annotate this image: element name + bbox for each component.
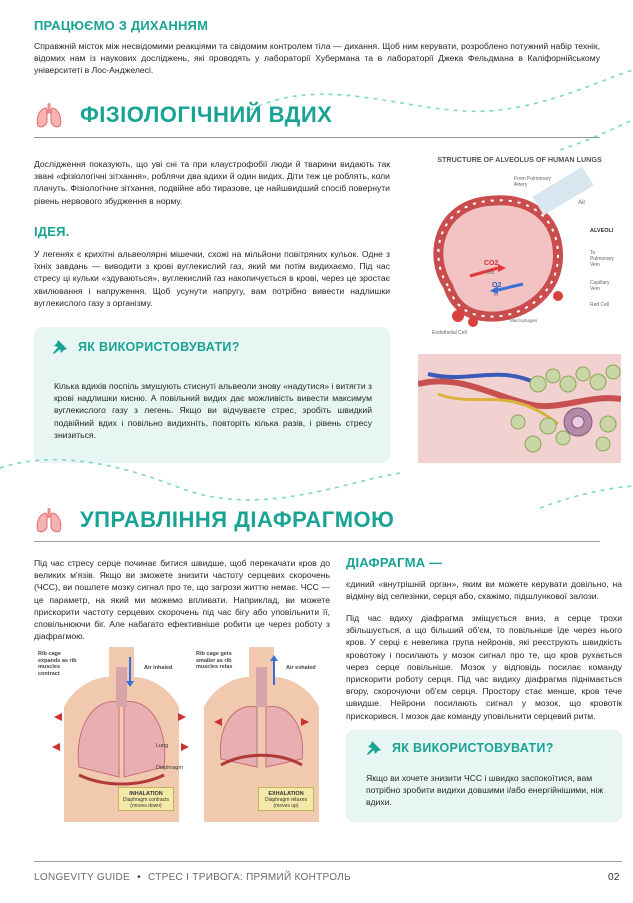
- label-capillary: Capillary Vein: [590, 280, 610, 292]
- section2-card-text: Якщо ви хочете знизити ЧСС і швидко заспокоїтися, вам потрібно зробити видихи довшими і/або енергійнішими, ніж вдихи.: [366, 773, 604, 808]
- exhalation-box: [258, 787, 314, 811]
- section1-card: [34, 327, 390, 463]
- inhalation-title: INHALATION: [129, 791, 163, 797]
- label-macrophages: Macrophages: [510, 318, 538, 323]
- inhalation-box: [118, 787, 174, 811]
- section1-card-title: ЯК ВИКОРИСТОВУВАТИ?: [78, 340, 240, 354]
- idea-text: У легенях є крихітні альвеолярні мішечки, схожі на мільйони повітряних кульок. Одне з їхніх завдань — виводити з крові вуглекислий газ, який ми потім видихаємо. Під час стресу ці кульки «здуваються», вуглекислий газ накопичується в крові, через це зростає хвилювання і напруження. Щоб усунути напругу, вам потрібно вивести надлишки вуглекислого газу з організму.: [34, 249, 390, 308]
- section1-title: ФІЗІОЛОГІЧНИЙ ВДИХ: [80, 102, 333, 127]
- footer-left: [34, 872, 351, 883]
- section2-title: УПРАВЛІННЯ ДІАФРАГМОЮ: [80, 507, 395, 532]
- section2-card: [346, 730, 622, 822]
- label-alveoli: ALVEOLI: [590, 228, 614, 234]
- footer-section: СТРЕС І ТРИВОГА: ПРЯМИЙ КОНТРОЛЬ: [148, 872, 351, 883]
- label-ribcage-expands: Rib cage expands as rib muscles contract: [38, 651, 77, 677]
- section1-text: Дослідження показують, що уві сні та при клаустрофобії люди й тварини видають так звані «фізіологічні зітхання», роблячи два вдихи й один видих. Діти теж це роблять, коли плачуть. Фізіологічне зітхання, подвійне або тиразове, це найшвидший спосіб повернути рівень нервового збудження в норму.: [34, 159, 390, 206]
- footer-rule: [34, 861, 622, 862]
- footer-guide: LONGEVITY GUIDE: [34, 872, 131, 883]
- section2-card-title: ЯК ВИКОРИСТОВУВАТИ?: [392, 741, 554, 755]
- label-from-artery: From Pulmonary Artery: [514, 176, 551, 188]
- section2-text: Під час стресу серце починає битися швидше, щоб перекачати кров до великих м'язів. Якщо ви зможете знизити частоту серцевих скорочень (ЧСС), ви пошлете мозку сигнал про те, що загрози життю немає. ЧСС — це параметр, на який ми можемо впливати. Наприклад, ви можете прискорити частоту серцевих скорочень під час бігу або уповільнити її, сповільнюючи біг. Але набагато ефективніше робити це через роботу з діафрагмою.: [34, 558, 330, 642]
- label-co2: CO2: [484, 260, 499, 267]
- diaphragm-heading: ДІАФРАГМА —: [346, 555, 443, 570]
- exhalation-title: EXHALATION: [268, 791, 304, 797]
- label-to-vein: To Pulmonary Vein: [590, 250, 614, 268]
- pin-icon-2: [366, 740, 382, 756]
- intro-heading: ПРАЦЮЄМО З ДИХАННЯМ: [34, 18, 209, 33]
- exhalation-sub: Diaphragm relaxes (moves up): [265, 797, 307, 809]
- label-out: Out: [486, 270, 495, 276]
- section1-rule: [34, 137, 600, 138]
- alveolus-title: STRUCTURE OF ALVEOLUS OF HUMAN LUNGS: [437, 155, 602, 164]
- idea-heading: ІДЕЯ.: [34, 224, 70, 239]
- pin-icon: [52, 339, 68, 355]
- lungs-icon-2: [34, 505, 64, 535]
- label-lung: Lung: [156, 743, 169, 749]
- label-red-cell: Red Cell: [590, 302, 610, 308]
- intro-text: Справжній місток між несвідомими реакціями та свідомим контролем тіла — дихання. Щоб ним керувати, розроблено потужний набір технік, відомих нам із наукових досліджень, які проводять у лабораторії Хубермана та в лабораторії Джека Фельдмана в Каліфорнійському університеті в Лос-Анджелесі.: [34, 41, 600, 76]
- label-diaphragm: Diaphragm: [156, 765, 183, 771]
- label-ribcage-smaller: Rib cage gets smaller as rib muscles relax: [196, 651, 233, 670]
- label-air-exhaled: Air exhaled: [286, 665, 316, 671]
- breathing-figure: [34, 647, 330, 822]
- diaphragm-text-1: єдиний «внутрішній орган», яким ви можете керувати довільно, на відміну від селезінки, серця або, скажімо, підшлункової залози.: [346, 579, 622, 602]
- section2-rule: [34, 541, 600, 542]
- label-endothelial: Endothelial Cell: [432, 330, 467, 336]
- footer-bullet: •: [137, 872, 141, 883]
- label-air-inhaled: Air inhaled: [144, 665, 173, 671]
- label-in: In: [494, 292, 499, 298]
- lungs-icon: [34, 100, 64, 130]
- page-number: 02: [608, 872, 620, 883]
- label-air: Air: [578, 200, 586, 206]
- label-o2: O2: [492, 282, 502, 289]
- lung-tissue-illustration: [418, 354, 621, 463]
- section1-card-text: Кілька вдихів поспіль змушують стиснуті альвеоли знову «надутися» і витягти з крові надлишки кисню. А повільний видих дає можливість вивести максимум вуглекислого газу з легень. Якщо ви відчуваєте стрес, зробіть швидкий подвійний вдих і повільно видихніть, повторіть кілька разів, і рівень стресу знизиться.: [54, 381, 372, 440]
- inhalation-sub: Diaphragm contracts (moves down): [122, 797, 170, 809]
- diaphragm-text-2: Під час вдиху діафрагма зміщується вниз, а серце трохи збільшується, а що більший об'єм, то повільніше їде через нього кров. У серці є невелика група нейронів, які реєструють швидкість кровотоку і посилають у мозок сигнал про те, що кров рухається через серце повільніше. Мозок у відповідь посилає команду прискорити роботу серця. Під час видиху діафрагма піднімається вгору, скорочуючи об'єм серця. Простору стає менше, кров тече швидше. Нейрони посилають сигнал у мозок, що кровотік прискорився. І мозок дає команду уповільнити серцевий ритм.: [346, 613, 622, 721]
- alveolus-figure: [418, 152, 621, 342]
